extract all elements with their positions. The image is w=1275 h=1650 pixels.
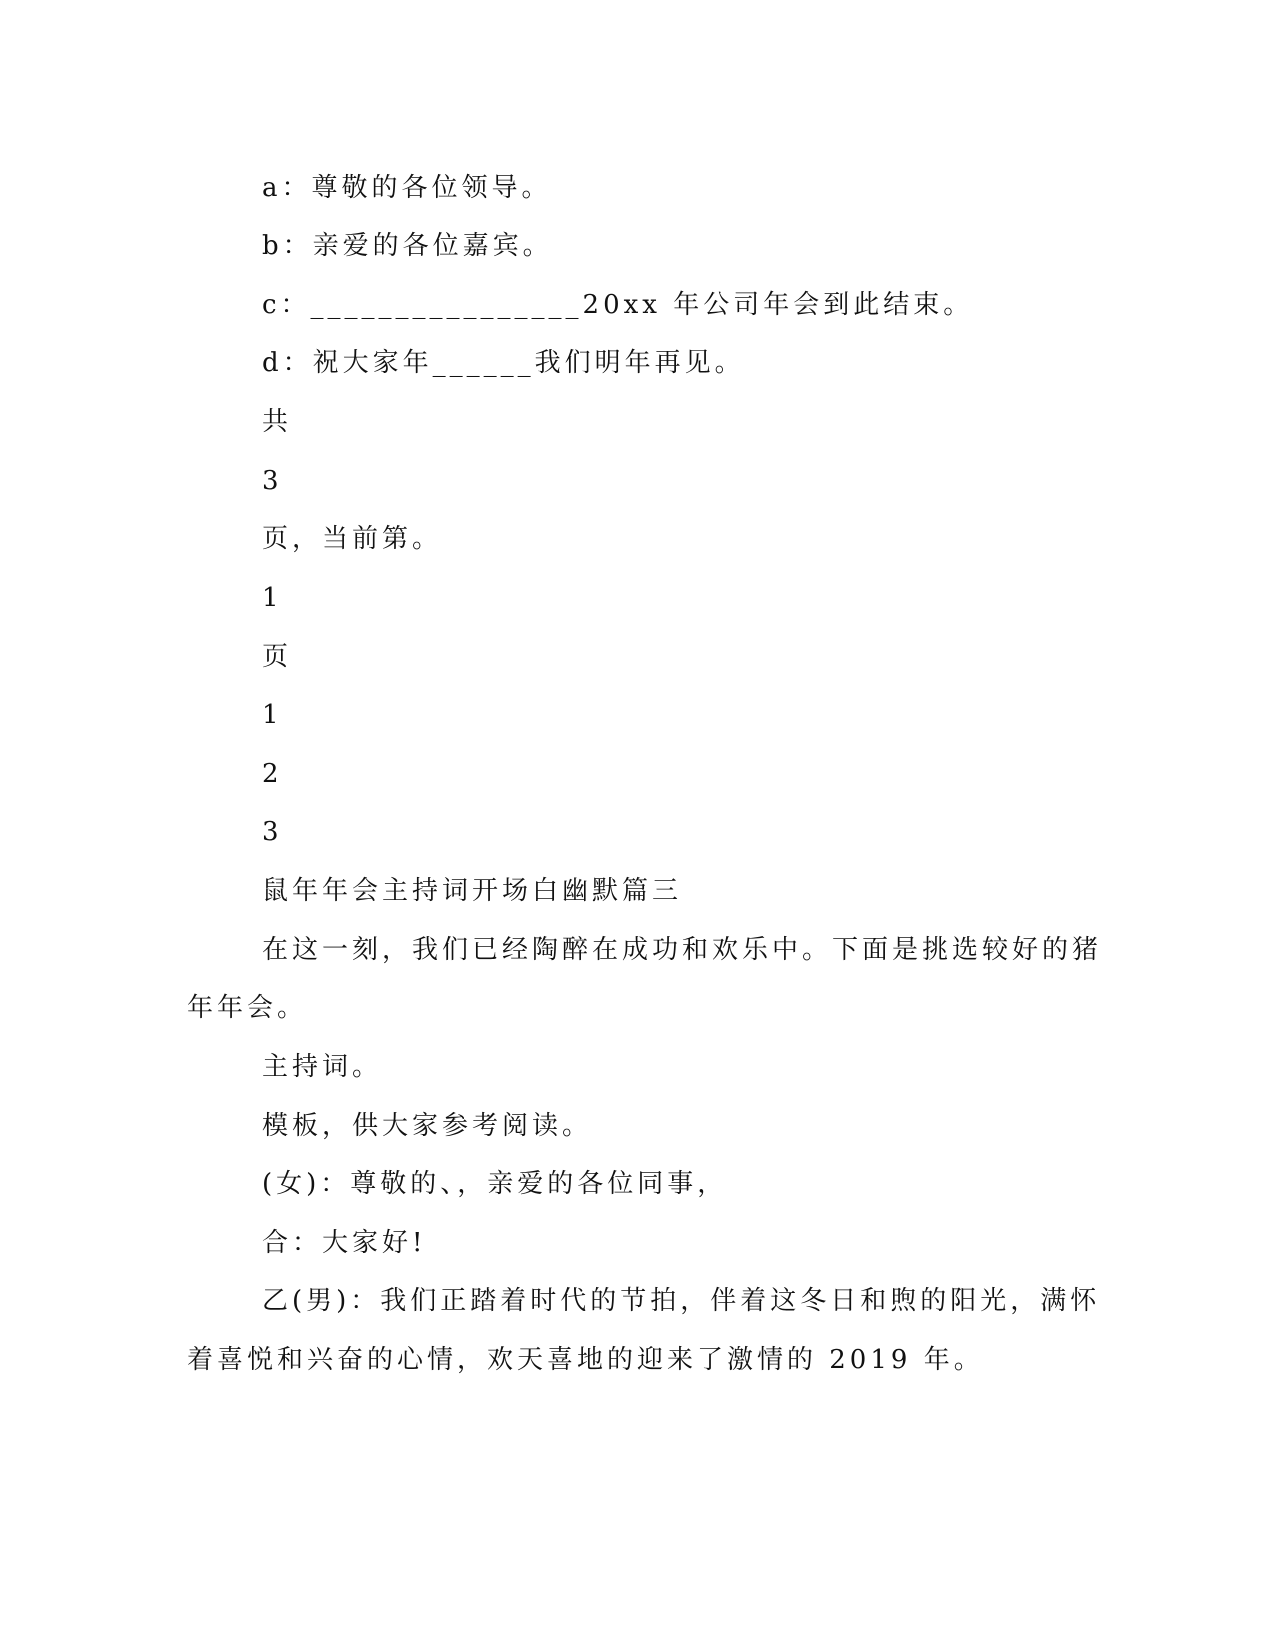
paragraph-line: 合：大家好! — [262, 1228, 427, 1258]
paragraph-line: 主持词。 — [262, 1052, 383, 1082]
text-line: 页，当前第。 — [262, 524, 443, 554]
text-line: a：尊敬的各位领导。 — [262, 173, 552, 203]
section-heading: 鼠年年会主持词开场白幽默篇三 — [262, 876, 683, 906]
text-line: c：________________20xx 年公司年会到此结束。 — [262, 290, 974, 320]
paragraph-line: (女)：尊敬的、，亲爱的各位同事， — [262, 1169, 728, 1199]
paragraph-line: 乙(男)：我们正踏着时代的节拍，伴着这冬日和煦的阳光，满怀 — [262, 1286, 1101, 1316]
page-link-1: 1 — [262, 700, 283, 730]
text-line: 共 — [262, 407, 293, 437]
text-line: b：亲爱的各位嘉宾。 — [262, 231, 553, 261]
page-link-2: 2 — [262, 759, 283, 789]
paragraph-line: 年年会。 — [187, 993, 308, 1023]
paragraph-line: 着喜悦和兴奋的心情，欢天喜地的迎来了激情的 2019 年。 — [187, 1345, 984, 1375]
current-page-number: 1 — [262, 583, 283, 613]
page-link-3: 3 — [262, 817, 283, 847]
text-line: 页 — [262, 642, 293, 672]
page-count-number: 3 — [262, 466, 283, 496]
paragraph-line: 在这一刻，我们已经陶醉在成功和欢乐中。下面是挑选较好的猪 — [262, 935, 1103, 965]
paragraph-line: 模板，供大家参考阅读。 — [262, 1111, 593, 1141]
text-line: d：祝大家年______我们明年再见。 — [262, 348, 745, 378]
